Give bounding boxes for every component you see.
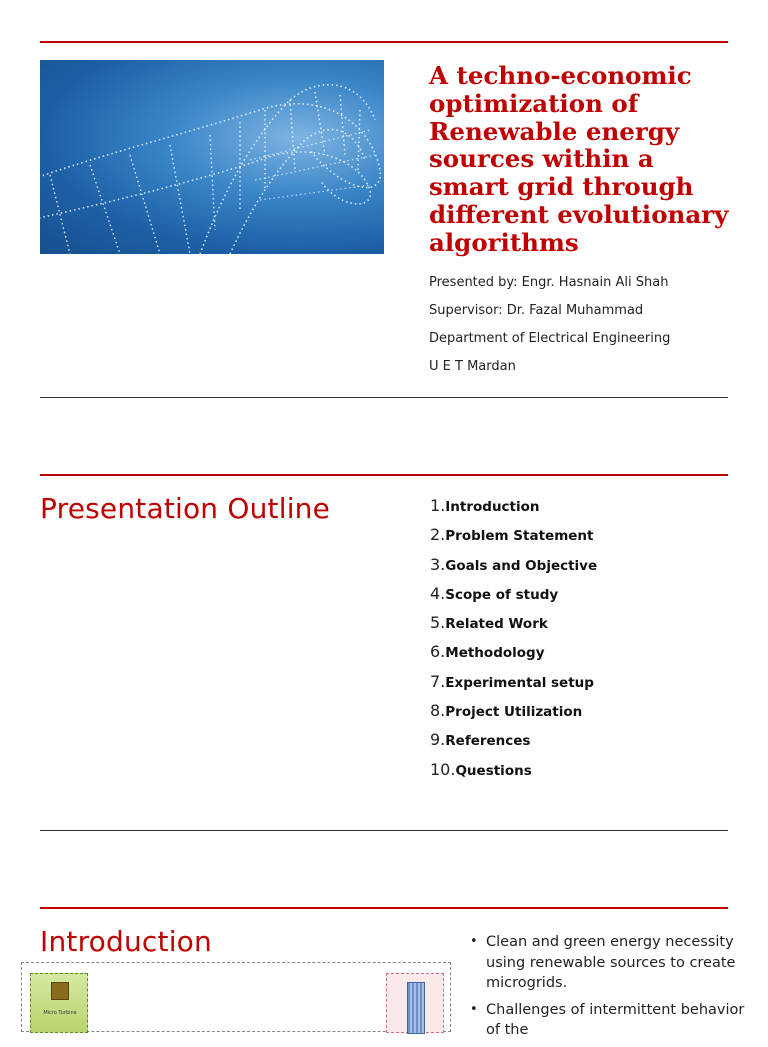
presentation-title: A techno-economic optimization of Renewable energy sources within a smart grid through different evolutionary algorithms [429,61,729,257]
tower-icon [407,982,425,1034]
building-icon [386,973,444,1033]
list-item: 10. Questions [430,759,532,779]
turbine-symbol-icon [51,982,69,1000]
slide2-top-rule [40,474,728,476]
list-item: 4. Scope of study [430,583,559,603]
list-item: 7. Experimental setup [430,671,594,691]
department-line: Department of Electrical Engineering [429,331,671,346]
list-item: 1. Introduction [430,496,540,515]
introduction-bullets [470,932,750,1047]
outline-heading: Presentation Outline [40,492,331,525]
dna-helix-icon [40,60,384,254]
micro-turbine-label: Micro Turbine [43,1010,77,1016]
slide1-top-rule [40,41,728,43]
list-item: • Challenges of intermittent behavior of the [470,1000,750,1041]
list-item: 9. References [430,730,531,750]
slide3-top-rule [40,907,728,909]
dna-helix-image [40,60,384,254]
supervisor-line: Supervisor: Dr. Fazal Muhammad [429,303,644,318]
university-line: U E T Mardan [429,359,516,374]
list-item: 6. Methodology [430,642,545,662]
list-item: 2. Problem Statement [430,525,594,545]
outline-list [430,496,597,789]
list-item: 8. Project Utilization [430,701,583,721]
presenter-line: Presented by: Engr. Hasnain Ali Shah [429,275,669,290]
slide2-bottom-rule [40,830,728,831]
list-item: • Clean and green energy necessity using renewable sources to create microgrids. [470,932,750,994]
list-item: 3. Goals and Objective [430,554,598,574]
micro-turbine-icon [30,973,88,1033]
microgrid-diagram [21,962,451,1032]
introduction-heading: Introduction [40,925,212,958]
slide1-bottom-rule [40,397,728,398]
list-item: 5. Related Work [430,613,548,633]
